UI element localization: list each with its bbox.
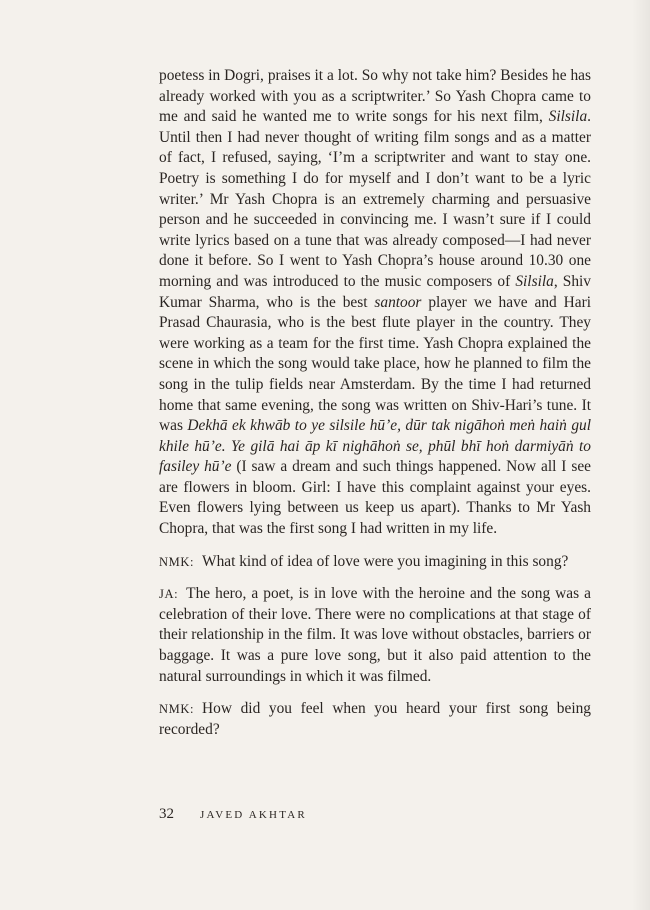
instrument-name: santoor: [374, 293, 422, 311]
text-run: . Until then I had never thought of writing film songs and as a matter of fact, I refused, saying, ‘I’m a scriptwriter and want to stay one. Poetry is something I do for myself and I don’t want to be a lyric writer.’ Mr Yash Chopra is an extremely charming and persuasive person and he succeeded in convincing me. I wasn’t sure if I could write lyrics based on a tune that was already composed—I had never done it before. So I went to Yash Chopra’s house around 10.30 one morning and was introduced to the music composers of: [159, 108, 591, 290]
text-run: poetess in Dogri, praises it a lot. So why not take him? Besides he has already worked with you as a scriptwriter.’ So Yash Chopra came to me and said he wanted me to write songs for his next film,: [159, 67, 591, 126]
text-run: , Shiv Kumar Sharma, who is the best: [159, 272, 591, 311]
page-edge-shadow: [632, 0, 650, 910]
question-paragraph: [159, 699, 591, 740]
answer-text: The hero, a poet, is in love with the heroine and the song was a celebration of their love. There were no complications at that stage of their relationship in the film. It was love without obstacles, barriers or baggage. It was a pure love song, but it also paid attention to the natural surroundings in which it was filmed.: [159, 585, 591, 685]
question-text: How did you feel when you heard your first song being recorded?: [159, 700, 591, 738]
running-author: JAVED AKHTAR: [200, 809, 307, 821]
main-text: [159, 66, 591, 740]
speaker-label: NMK:: [159, 702, 195, 717]
song-lyrics: Dekhā ek khwāb to ye silsile hū’e, dūr tak nigāhoṅ meṅ haiṅ gul khile hū’e. Ye gilā hai āp kī nighāhoṅ se, phūl bhī hoṅ darmiyāṅ to fasiley hū’e: [159, 417, 591, 476]
question-text: What kind of idea of love were you imagining in this song?: [202, 552, 569, 570]
speaker-label: NMK:: [159, 554, 195, 569]
text-run: (I saw a dream and such things happened. Now all I see are flowers in bloom. Girl: I have this complaint against your eyes. Even flowers lying between us keep us apart). Thanks to Mr Yash Chopra, that was the first song I had written in my life.: [159, 458, 591, 538]
text-run: player we have and Hari Prasad Chaurasia, who is the best flute player in the country. They were working as a team for the first time. Yash Chopra explained the scene in which the song would take place, how he planned to film the song in the tulip fields near Amsterdam. By the time I had returned home that same evening, the song was written on Shiv-Hari’s tune. It was: [159, 293, 591, 435]
page-number: 32: [159, 806, 174, 822]
answer-paragraph: [159, 584, 591, 687]
paragraph-narrative: [159, 66, 591, 540]
film-title: Silsila: [515, 272, 554, 290]
question-paragraph: [159, 552, 591, 573]
film-title: Silsila: [548, 108, 588, 126]
speaker-label: JA:: [159, 587, 179, 602]
page-footer: [159, 806, 307, 823]
